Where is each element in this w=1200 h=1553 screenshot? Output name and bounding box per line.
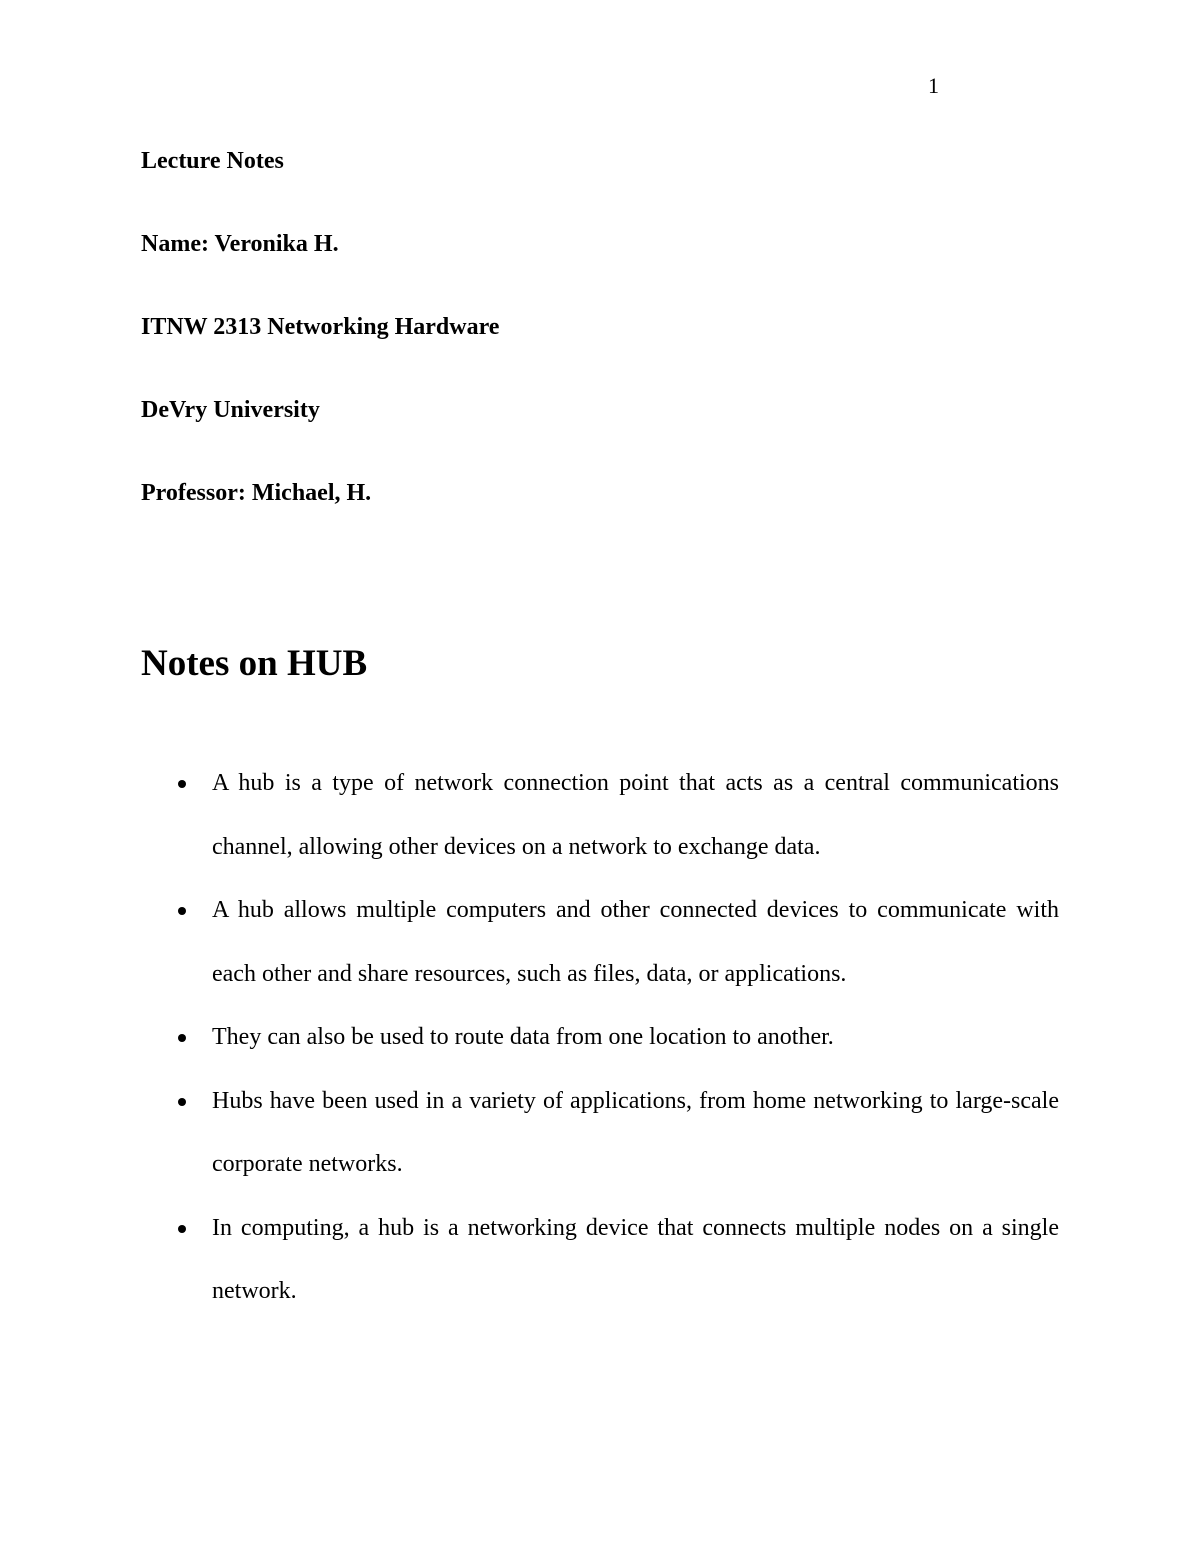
- bullet-icon: [178, 780, 186, 788]
- document-title: Lecture Notes: [141, 148, 284, 174]
- course-name: ITNW 2313 Networking Hardware: [141, 314, 500, 340]
- list-item: [141, 1006, 1059, 1070]
- page-number: 1: [928, 73, 939, 98]
- list-item: [141, 1070, 1059, 1197]
- bullet-icon: [178, 1225, 186, 1233]
- list-item-text: Hubs have been used in a variety of applications, from home networking to large-scale corporate networks.: [212, 1087, 1059, 1177]
- list-item-text: A hub allows multiple computers and other connected devices to communicate with each other and share resources, such as files, data, or applications.: [212, 897, 1059, 987]
- professor-name: Professor: Michael, H.: [141, 480, 372, 506]
- list-item: [141, 879, 1059, 1006]
- list-item: [141, 752, 1059, 879]
- bullet-icon: [178, 907, 186, 915]
- section-heading: Notes on HUB: [141, 643, 368, 684]
- list-item-text: A hub is a type of network connection point that acts as a central communications channel, allowing other devices on a network to exchange data.: [212, 770, 1059, 860]
- student-name: Name: Veronika H.: [141, 231, 339, 257]
- bullet-list: [141, 752, 1059, 1324]
- list-item: [141, 1197, 1059, 1324]
- list-item-text: In computing, a hub is a networking device that connects multiple nodes on a single network.: [212, 1214, 1059, 1304]
- list-item-text: They can also be used to route data from one location to another.: [212, 1024, 834, 1050]
- document-header: [141, 146, 1041, 561]
- bullet-icon: [178, 1098, 186, 1106]
- bullet-icon: [178, 1034, 186, 1042]
- institution-name: DeVry University: [141, 397, 320, 423]
